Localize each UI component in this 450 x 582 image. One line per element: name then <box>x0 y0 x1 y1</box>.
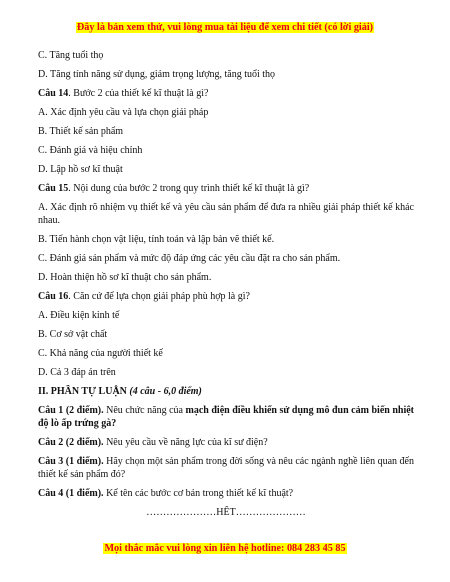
option-line: D. Cả 3 đáp án trên <box>38 367 116 378</box>
option-line: B. Cơ sở vật chất <box>38 329 108 340</box>
question-text: Hãy chọn một sản phẩm trong đời sống và nêu các ngành nghề liên quan đến thiết kế sản phẩm đó? <box>38 456 414 480</box>
document-content <box>38 49 414 525</box>
question-bold-text: mạch điện điều khiển sử dụng mô đun cảm biến nhiệt độ lò ấp trứng gà? <box>38 405 414 429</box>
option-line: A. Xác định yêu cầu và lựa chọn giải pháp <box>38 107 209 118</box>
question-14 <box>38 87 414 100</box>
end-marker: …………………HẾT………………… <box>146 507 306 518</box>
essay-question-4 <box>38 487 414 500</box>
question-label: Câu 3 (1 điểm). <box>38 456 104 467</box>
option-line: D. Hoàn thiện hồ sơ kĩ thuật cho sản phẩm. <box>38 272 212 283</box>
hotline-banner <box>0 543 450 554</box>
question-text: . Nội dung của bước 2 trong quy trình thiết kế kĩ thuật là gì? <box>68 183 310 194</box>
question-text: . Bước 2 của thiết kế kĩ thuật là gì? <box>68 88 209 99</box>
preview-banner-text: Đây là bản xem thử, vui lòng mua tài liệu để xem chi tiết (có lời giải) <box>76 22 374 33</box>
question-label: Câu 16 <box>38 291 69 302</box>
question-label: Câu 14 <box>38 88 69 99</box>
option-line: A. Điều kiện kinh tế <box>38 310 120 321</box>
option-line: D. Tăng tính năng sử dụng, giảm trọng lượng, tăng tuổi thọ <box>38 69 276 80</box>
question-text: Kể tên các bước cơ bản trong thiết kế kĩ thuật? <box>103 488 294 499</box>
question-text: Nêu yêu cầu về năng lực của kĩ sư điện? <box>103 437 268 448</box>
question-label: Câu 2 (2 điểm). <box>38 437 104 448</box>
section-title: II. PHẦN TỰ LUẬN <box>38 386 130 397</box>
essay-question-1 <box>38 404 414 430</box>
question-15 <box>38 182 414 195</box>
question-text: Nêu chức năng của <box>103 405 186 416</box>
option-line: A. Xác định rõ nhiệm vụ thiết kế và yêu cầu sản phẩm để đưa ra nhiều giải pháp thiết kế khác nhau. <box>38 202 414 226</box>
option-line: D. Lập hồ sơ kĩ thuật <box>38 164 123 175</box>
question-16 <box>38 290 414 303</box>
essay-question-2 <box>38 436 414 449</box>
hotline-banner-text: Mọi thắc mắc vui lòng xin liên hệ hotline: 084 283 45 85 <box>104 543 346 554</box>
preview-banner <box>0 22 450 33</box>
question-label: Câu 1 (2 điểm). <box>38 405 104 416</box>
option-line: C. Đánh giá và hiệu chỉnh <box>38 145 143 156</box>
question-label: Câu 4 (1 điểm). <box>38 488 104 499</box>
essay-question-3 <box>38 455 414 481</box>
section-heading <box>38 385 414 398</box>
option-line: C. Tăng tuổi thọ <box>38 50 104 61</box>
question-label: Câu 15 <box>38 183 69 194</box>
section-note: (4 câu - 6,0 điểm) <box>129 386 202 397</box>
option-line: B. Tiến hành chọn vật liệu, tính toán và lập bản vẽ thiết kế. <box>38 234 275 245</box>
option-line: C. Khả năng của người thiết kế <box>38 348 163 359</box>
option-line: B. Thiết kế sản phẩm <box>38 126 124 137</box>
question-text: . Căn cứ để lựa chọn giải pháp phù hợp là gì? <box>68 291 250 302</box>
option-line: C. Đánh giá sản phẩm và mức độ đáp ứng các yêu cầu đặt ra cho sản phẩm. <box>38 253 341 264</box>
